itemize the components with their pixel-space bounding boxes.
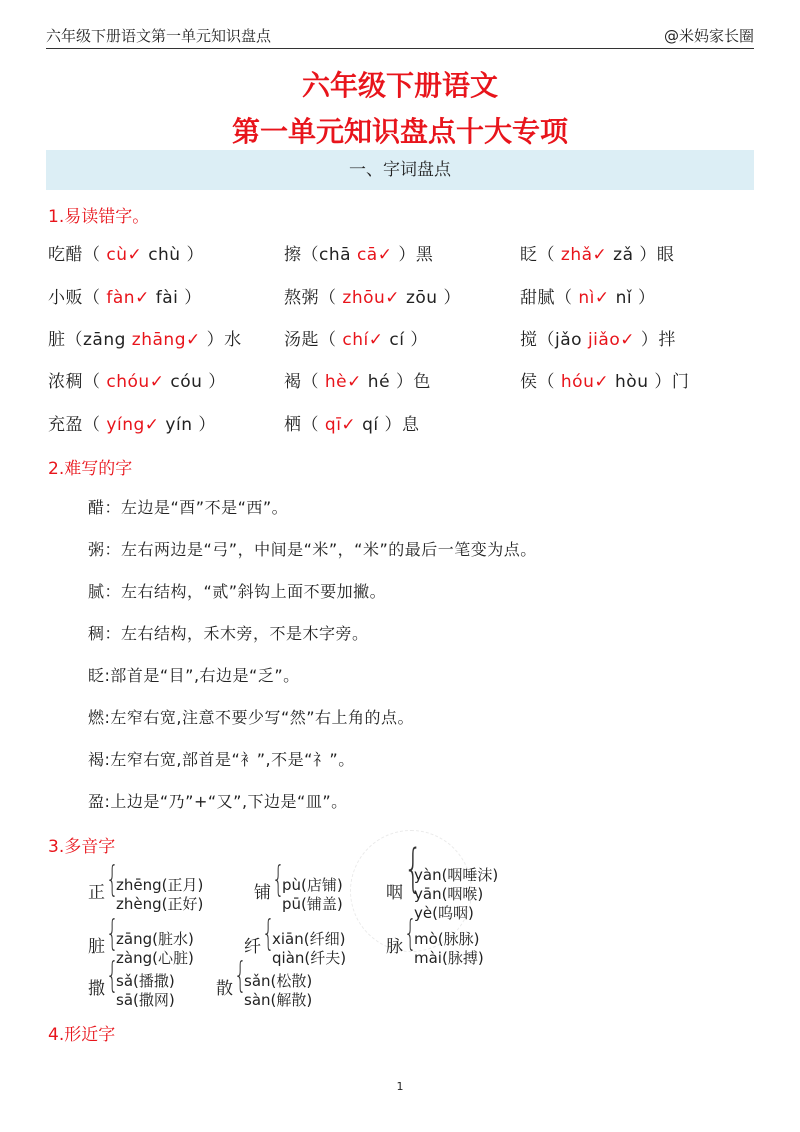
misread-item bbox=[284, 240, 433, 265]
misread-close: ）息 bbox=[384, 415, 420, 435]
polyphone-reading: mài(脉搏) bbox=[414, 949, 484, 967]
polyphone-char: 纤 bbox=[244, 937, 261, 957]
hard-char-note: 稠：左右结构，禾木旁，不是木字旁。 bbox=[88, 624, 369, 643]
misread-close: ） bbox=[637, 288, 656, 308]
misread-correct: hè✓ bbox=[319, 372, 368, 392]
misread-correct: zhǎ✓ bbox=[555, 245, 614, 265]
misread-wrong: cí bbox=[389, 330, 411, 350]
misread-item bbox=[48, 240, 204, 265]
misread-correct: cā✓ bbox=[351, 245, 399, 265]
hard-char-note: 眨:部首是“目”,右边是“乏”。 bbox=[88, 666, 300, 685]
misread-item bbox=[520, 325, 676, 350]
polyphone-reading: yān(咽喉) bbox=[414, 885, 484, 903]
misread-correct: hóu✓ bbox=[555, 372, 616, 392]
misread-item bbox=[284, 325, 428, 350]
brace-mark: { bbox=[106, 955, 119, 996]
polyphone-group bbox=[254, 859, 404, 918]
misread-suffix: ）黑 bbox=[398, 245, 434, 265]
header-left: 六年级下册语文第一单元知识盘点 bbox=[46, 26, 272, 45]
polyphone-group bbox=[244, 913, 394, 972]
misread-correct: fàn✓ bbox=[100, 288, 156, 308]
misread-close: ） bbox=[184, 288, 202, 308]
misread-prefix: 擦（chā bbox=[284, 245, 352, 265]
misread-wrong: zōu bbox=[405, 288, 444, 308]
polyphone-reading: zhēng(正月) bbox=[116, 876, 204, 894]
misread-prefix: 浓稠（ bbox=[48, 372, 101, 392]
misread-close: ） bbox=[208, 372, 226, 392]
polyphone-reading: sǎn(松散) bbox=[244, 972, 313, 990]
misread-item bbox=[48, 325, 242, 350]
polyphone-reading: qiàn(纤夫) bbox=[272, 949, 347, 967]
misread-item bbox=[520, 367, 689, 392]
misread-correct: zhāng✓ bbox=[125, 330, 207, 350]
brace-mark: { bbox=[234, 955, 247, 996]
polyphone-reading: sǎ(播撒) bbox=[116, 972, 175, 990]
misread-prefix: 栖（ bbox=[284, 415, 319, 435]
misread-wrong: hé bbox=[367, 372, 396, 392]
polyphone-reading: yàn(咽唾沫) bbox=[414, 866, 499, 884]
brace-mark: { bbox=[404, 913, 417, 954]
misread-item bbox=[284, 283, 461, 308]
polyphone-reading: sā(撒网) bbox=[116, 991, 175, 1009]
misread-row bbox=[48, 325, 760, 353]
brace-mark: { bbox=[404, 839, 423, 899]
misread-correct: cù✓ bbox=[100, 245, 149, 265]
polyphone-reading: mò(脉脉) bbox=[414, 930, 480, 948]
misread-item bbox=[284, 367, 431, 392]
misread-wrong: chù bbox=[148, 245, 187, 265]
misread-item bbox=[48, 283, 202, 308]
misread-correct: chí✓ bbox=[336, 330, 390, 350]
polyphone-char: 咽 bbox=[386, 882, 403, 903]
misread-row bbox=[48, 410, 760, 438]
misread-row bbox=[48, 367, 760, 395]
misread-close: ） bbox=[198, 415, 216, 435]
misread-prefix: 熬粥（ bbox=[284, 288, 337, 308]
brace-mark: { bbox=[106, 913, 119, 954]
misread-close: ）门 bbox=[654, 372, 690, 392]
misread-prefix: 吃醋（ bbox=[48, 245, 101, 265]
section-title-polyphone: 3.多音字 bbox=[48, 837, 116, 857]
misread-correct: chóu✓ bbox=[100, 372, 171, 392]
brace-mark: { bbox=[106, 859, 119, 900]
misread-prefix: 汤匙（ bbox=[284, 330, 337, 350]
section-band: 一、字词盘点 bbox=[46, 150, 754, 190]
title-line-1: 六年级下册语文 bbox=[301, 69, 498, 102]
misread-wrong: nǐ bbox=[615, 288, 638, 308]
brace-mark: { bbox=[262, 913, 275, 954]
misread-row bbox=[48, 283, 760, 311]
misread-prefix: 眨（ bbox=[520, 245, 555, 265]
misread-wrong: hòu bbox=[615, 372, 655, 392]
misread-item bbox=[520, 240, 674, 265]
section-title-hard: 2.难写的字 bbox=[48, 459, 133, 479]
section-title-misread: 1.易读错字。 bbox=[48, 207, 150, 227]
misread-prefix: 甜腻（ bbox=[520, 288, 573, 308]
misread-prefix: 小贩（ bbox=[48, 288, 101, 308]
misread-wrong: qí bbox=[362, 415, 385, 435]
hard-char-note: 盈:上边是“乃”+“又”,下边是“皿”。 bbox=[88, 792, 348, 811]
misread-item bbox=[48, 410, 216, 435]
misread-item bbox=[284, 410, 420, 435]
misread-wrong: zǎ bbox=[613, 245, 640, 265]
polyphone-reading: yè(呜咽) bbox=[414, 904, 474, 922]
misread-close: ）眼 bbox=[639, 245, 675, 265]
polyphone-reading: zāng(脏水) bbox=[116, 930, 194, 948]
page-number: 1 bbox=[396, 1080, 404, 1093]
misread-item bbox=[48, 367, 226, 392]
brace-mark: { bbox=[272, 859, 285, 900]
polyphone-char: 脏 bbox=[88, 937, 105, 957]
title-line-2: 第一单元知识盘点十大专项 bbox=[231, 115, 568, 148]
section-title-similar: 4.形近字 bbox=[48, 1025, 116, 1045]
misread-correct: jiǎo✓ bbox=[582, 330, 641, 350]
polyphone-reading: zàng(心脏) bbox=[116, 949, 194, 967]
misread-suffix: ）拌 bbox=[640, 330, 676, 350]
polyphone-reading: pù(店铺) bbox=[282, 876, 343, 894]
misread-correct: zhōu✓ bbox=[336, 288, 406, 308]
page-header bbox=[46, 22, 754, 49]
polyphone-char: 散 bbox=[216, 979, 233, 999]
hard-char-note: 褐:左窄右宽,部首是“衤”,不是“礻”。 bbox=[88, 750, 355, 769]
misread-prefix: 脏（zāng bbox=[48, 330, 126, 350]
misread-correct: nì✓ bbox=[572, 288, 616, 308]
misread-wrong: fài bbox=[155, 288, 185, 308]
polyphone-group bbox=[88, 859, 238, 918]
misread-correct: qī✓ bbox=[319, 415, 363, 435]
misread-prefix: 充盈（ bbox=[48, 415, 101, 435]
header-right: @米妈家长圈 bbox=[663, 26, 754, 45]
hard-char-note: 腻：左右结构，“贰”斜钩上面不要加撇。 bbox=[88, 582, 387, 601]
polyphone-char: 铺 bbox=[254, 883, 271, 903]
polyphone-reading: sàn(解散) bbox=[244, 991, 313, 1009]
misread-close: ） bbox=[443, 288, 461, 308]
misread-prefix: 侯（ bbox=[520, 372, 555, 392]
misread-correct: yíng✓ bbox=[100, 415, 166, 435]
polyphone-char: 脉 bbox=[386, 937, 403, 957]
misread-suffix: ）水 bbox=[206, 330, 242, 350]
polyphone-reading: pū(铺盖) bbox=[282, 895, 343, 913]
hard-char-note: 醋：左边是“酉”不是“西”。 bbox=[88, 498, 289, 517]
misread-wrong: cóu bbox=[170, 372, 209, 392]
polyphone-reading: xiān(纤细) bbox=[272, 930, 346, 948]
misread-prefix: 褐（ bbox=[284, 372, 319, 392]
misread-item bbox=[520, 283, 655, 308]
misread-close: ） bbox=[186, 245, 204, 265]
polyphone-char: 正 bbox=[88, 883, 105, 903]
hard-char-note: 粥：左右两边是“弓”，中间是“米”，“米”的最后一笔变为点。 bbox=[88, 540, 537, 559]
polyphone-char: 撒 bbox=[88, 979, 105, 999]
hard-char-note: 燃:左窄右宽,注意不要少写“然”右上角的点。 bbox=[88, 708, 415, 727]
polyphone-reading: zhèng(正好) bbox=[116, 895, 204, 913]
misread-close: ） bbox=[410, 330, 428, 350]
misread-prefix: 搅（jǎo bbox=[520, 330, 583, 350]
misread-close: ）色 bbox=[395, 372, 431, 392]
misread-row bbox=[48, 240, 760, 268]
misread-wrong: yín bbox=[165, 415, 199, 435]
